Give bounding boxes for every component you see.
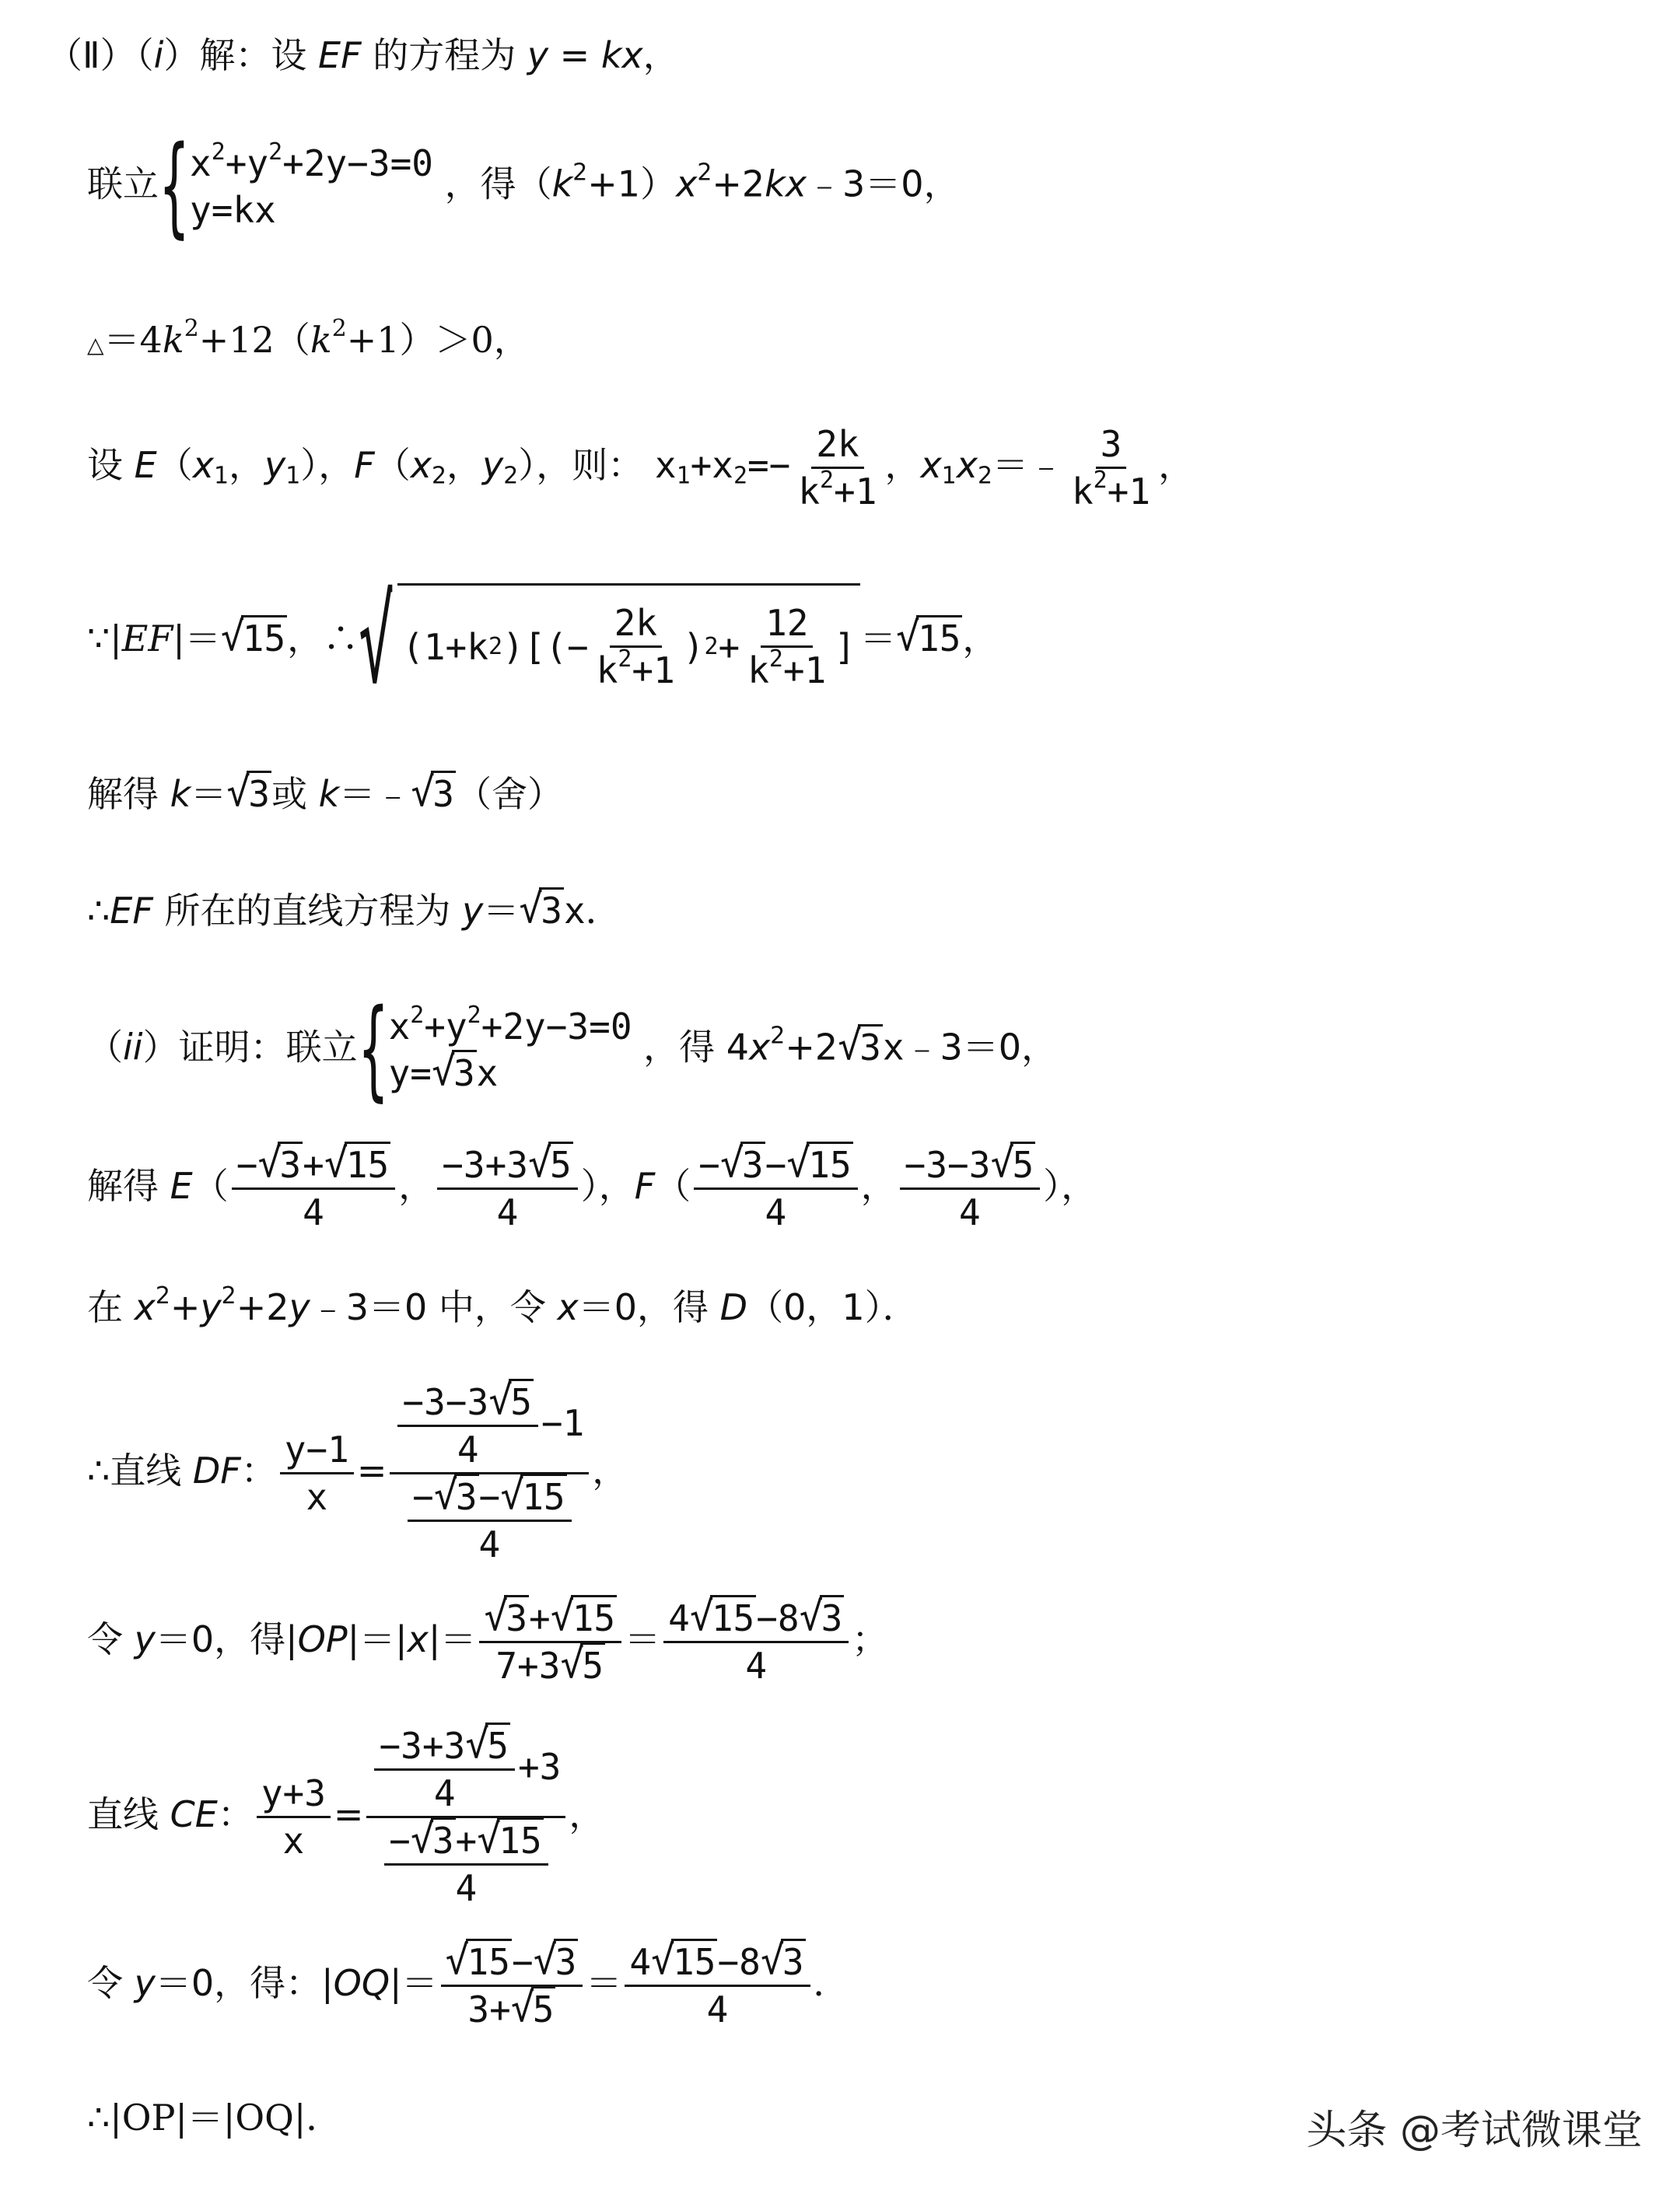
- line-8: （ii）证明：联立{ $x^2+y^2+2y-3=0$ y=√ 3x ，得 $4x^2+2√$ 3x﹣3＝0，: [87, 995, 1057, 1104]
- line-9: 解得 E（ $\frac{-√ 3+√ 15}{4}$ ， $\frac{-3+3√ 5}{4}$ ），F（ $\frac{-√ 3-√ 15}{4}$ ， $\frac{-3-3√ 5}{4}$ ），: [87, 1147, 1097, 1230]
- line-15: ∴|OP|＝|OQ|．: [87, 2097, 342, 2139]
- line-1: （Ⅱ）（i）解：设 EF 的方程为 y = kx，: [47, 34, 679, 76]
- line-13: 直线 CE： $\frac{y+3}{x}$ = $\frac{-3+3√ 5}{4}$ +3 $\frac{-√ 3+√ 15}{4}$ ，: [87, 1728, 604, 1906]
- equation-system: $x^2+y^2+2y-3=0$ y=√ 3x: [389, 1009, 632, 1091]
- line-11: ∴直线 DF： $\frac{y-1}{x}$ = $\frac{-3-3√ 5}{4}$ −1 $\frac{-√ 3-√ 15}{4}$ ，: [87, 1384, 628, 1562]
- line-2: 联立{ $x^2+y^2+2y-3=0$ y=kx ，得$(k^2+1)x^2+2kx﹣3=0$，: [87, 123, 960, 250]
- system-brace: {: [159, 123, 191, 250]
- line-10: 在 $x^2+y^2+2y﹣3=0$ 中，令 x＝0，得 D（0，1）．: [87, 1282, 919, 1328]
- watermark-text: 头条 @考试微课堂: [1306, 2107, 1643, 2154]
- equation-system: $x^2+y^2+2y-3=0$ y=kx: [190, 138, 433, 231]
- line-12: 令 y＝0，得|OP|＝|x|＝ √ $\frac{3+√ 15}{7+3√ 5}$ ＝ $\frac{4√ 15-8√ 3}{4}$ ；: [87, 1600, 887, 1684]
- line-4: 设 $E(x_1$，$y_1$），$F(x_2$，$y_2$），则： $x_1+x_2=-$ $\frac{2k}{k^2+1}$ ，$x_1x_2=﹣$ $\frac{3}{k^2+1}$ ，: [87, 423, 1195, 512]
- line-14: 令 y＝0，得：|OQ|＝ √ $\frac{15-√ 3}{3+√ 5}$ ＝ $\frac{4√ 15-8√ 3}{4}$ ．: [87, 1944, 849, 2027]
- line-6: 解得 k＝√ 3或 k＝﹣√ 3（舍）: [87, 776, 563, 812]
- system-brace: {: [357, 986, 389, 1113]
- line-5: ∵|EF|＝√ 15，∴ √ (1+k 2 )[(− $\frac{2k}{k^2+1}$ ) 2 + $\frac{12}{k^2+1}$ ] ＝√ 15，: [87, 583, 998, 700]
- line-7: ∴EF 所在的直线方程为 y＝√ 3x．: [87, 893, 621, 929]
- line-3: $\triangle=4k^2+12(k^2+1)>0$，: [87, 315, 530, 361]
